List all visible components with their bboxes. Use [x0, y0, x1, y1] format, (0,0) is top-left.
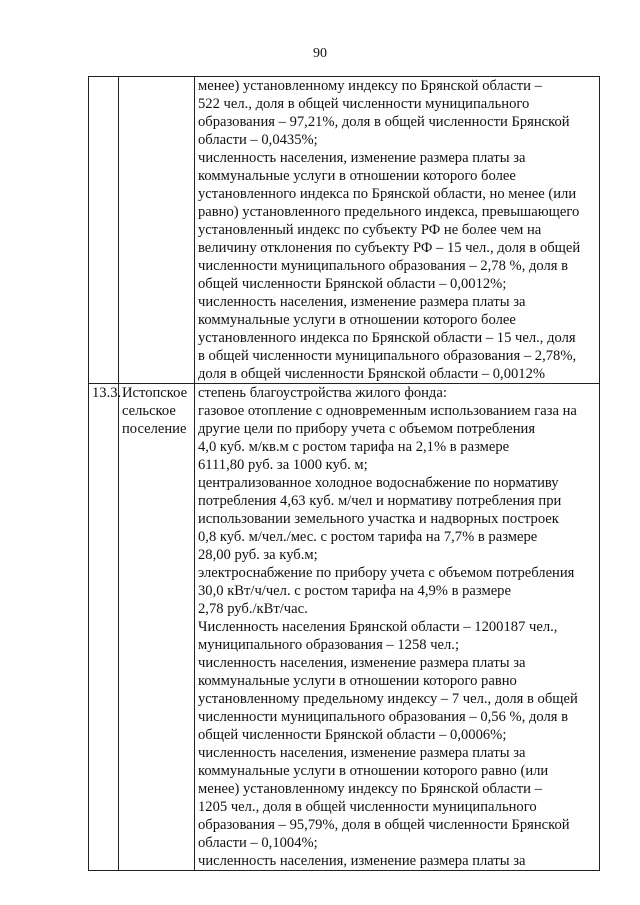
text-line: численности муниципального образования – 0,56 %, доля в: [198, 709, 569, 725]
table-row: [89, 77, 600, 384]
text-line: сельское: [122, 403, 176, 419]
row-text: [198, 384, 596, 870]
text-line: 30,0 кВт/ч/чел. с ростом тарифа на 4,9% в размере: [198, 583, 511, 599]
row-text: [198, 77, 596, 383]
text-line: доля в общей численности Брянской области – 0,0012%: [198, 366, 546, 382]
text-line: численность населения, изменение размера платы за: [198, 294, 526, 310]
text-line: 1205 чел., доля в общей численности муниципального: [198, 799, 537, 815]
row-number-cell: [89, 77, 119, 384]
row-text-cell: [195, 384, 600, 871]
text-line: менее) установленному индексу по Брянской области –: [198, 781, 542, 797]
text-line: численность населения, изменение размера платы за: [198, 853, 526, 869]
text-line: установленный индекс по субъекту РФ не более чем на: [198, 222, 542, 238]
text-line: численность населения, изменение размера платы за: [198, 655, 526, 671]
text-line: области – 0,1004%;: [198, 835, 318, 851]
text-line: численности муниципального образования – 2,78 %, доля в: [198, 258, 569, 274]
text-line: потребления 4,63 куб. м/чел и нормативу потребления при: [198, 493, 562, 509]
text-line: электроснабжение по прибору учета с объемом потребления: [198, 565, 575, 581]
text-line: 6111,80 руб. за 1000 куб. м;: [198, 457, 368, 473]
page-number: 90: [313, 46, 327, 61]
text-line: 2,78 руб./кВт/час.: [198, 601, 308, 617]
row-number: 13.3.: [92, 385, 122, 401]
row-number-cell: [89, 384, 122, 871]
text-line: установленному предельному индексу – 7 чел., доля в общей: [198, 691, 578, 707]
table-row: [89, 384, 600, 871]
text-line: образования – 97,21%, доля в общей численности Брянской: [198, 114, 570, 130]
row-text-cell: [195, 77, 600, 384]
text-line: коммунальные услуги в отношении которого более: [198, 168, 516, 184]
text-line: централизованное холодное водоснабжение по нормативу: [198, 475, 559, 491]
text-line: величину отклонения по субъекту РФ – 15 чел., доля в общей: [198, 240, 581, 256]
document-table: [88, 76, 600, 871]
row-name-cell: [119, 77, 195, 384]
text-line: 0,8 куб. м/чел./мес. с ростом тарифа на 7,7% в размере: [198, 529, 538, 545]
text-line: образования – 95,79%, доля в общей численности Брянской: [198, 817, 570, 833]
text-line: газовое отопление с одновременным использованием газа на: [198, 403, 577, 419]
text-line: другие цели по прибору учета с объемом потребления: [198, 421, 536, 437]
text-line: использовании земельного участка и надворных построек: [198, 511, 559, 527]
text-line: муниципального образования – 1258 чел.;: [198, 637, 460, 653]
text-line: 28,00 руб. за куб.м;: [198, 547, 318, 563]
text-line: поселение: [122, 421, 187, 437]
text-line: в общей численности муниципального образования – 2,78%,: [198, 348, 577, 364]
row-name-cell: [119, 384, 195, 871]
text-line: общей численности Брянской области – 0,0012%;: [198, 276, 507, 292]
text-line: коммунальные услуги в отношении которого равно (или: [198, 763, 549, 779]
text-line: численность населения, изменение размера платы за: [198, 150, 526, 166]
text-line: коммунальные услуги в отношении которого более: [198, 312, 516, 328]
text-line: общей численности Брянской области – 0,0006%;: [198, 727, 507, 743]
text-line: 522 чел., доля в общей численности муниципального: [198, 96, 530, 112]
text-line: степень благоустройства жилого фонда:: [198, 385, 447, 401]
text-line: области – 0,0435%;: [198, 132, 318, 148]
text-line: численность населения, изменение размера платы за: [198, 745, 526, 761]
text-line: коммунальные услуги в отношении которого равно: [198, 673, 517, 689]
text-line: установленного индекса по Брянской области, но менее (или: [198, 186, 577, 202]
row-name: [122, 384, 191, 438]
text-line: установленного индекса по Брянской области – 15 чел., доля: [198, 330, 576, 346]
text-line: менее) установленному индексу по Брянской области –: [198, 78, 542, 94]
text-line: равно) установленного предельного индекса, превышающего: [198, 204, 580, 220]
text-line: Истопское: [122, 385, 188, 401]
text-line: Численность населения Брянской области – 1200187 чел.,: [198, 619, 558, 635]
text-line: 4,0 куб. м/кв.м с ростом тарифа на 2,1% в размере: [198, 439, 510, 455]
